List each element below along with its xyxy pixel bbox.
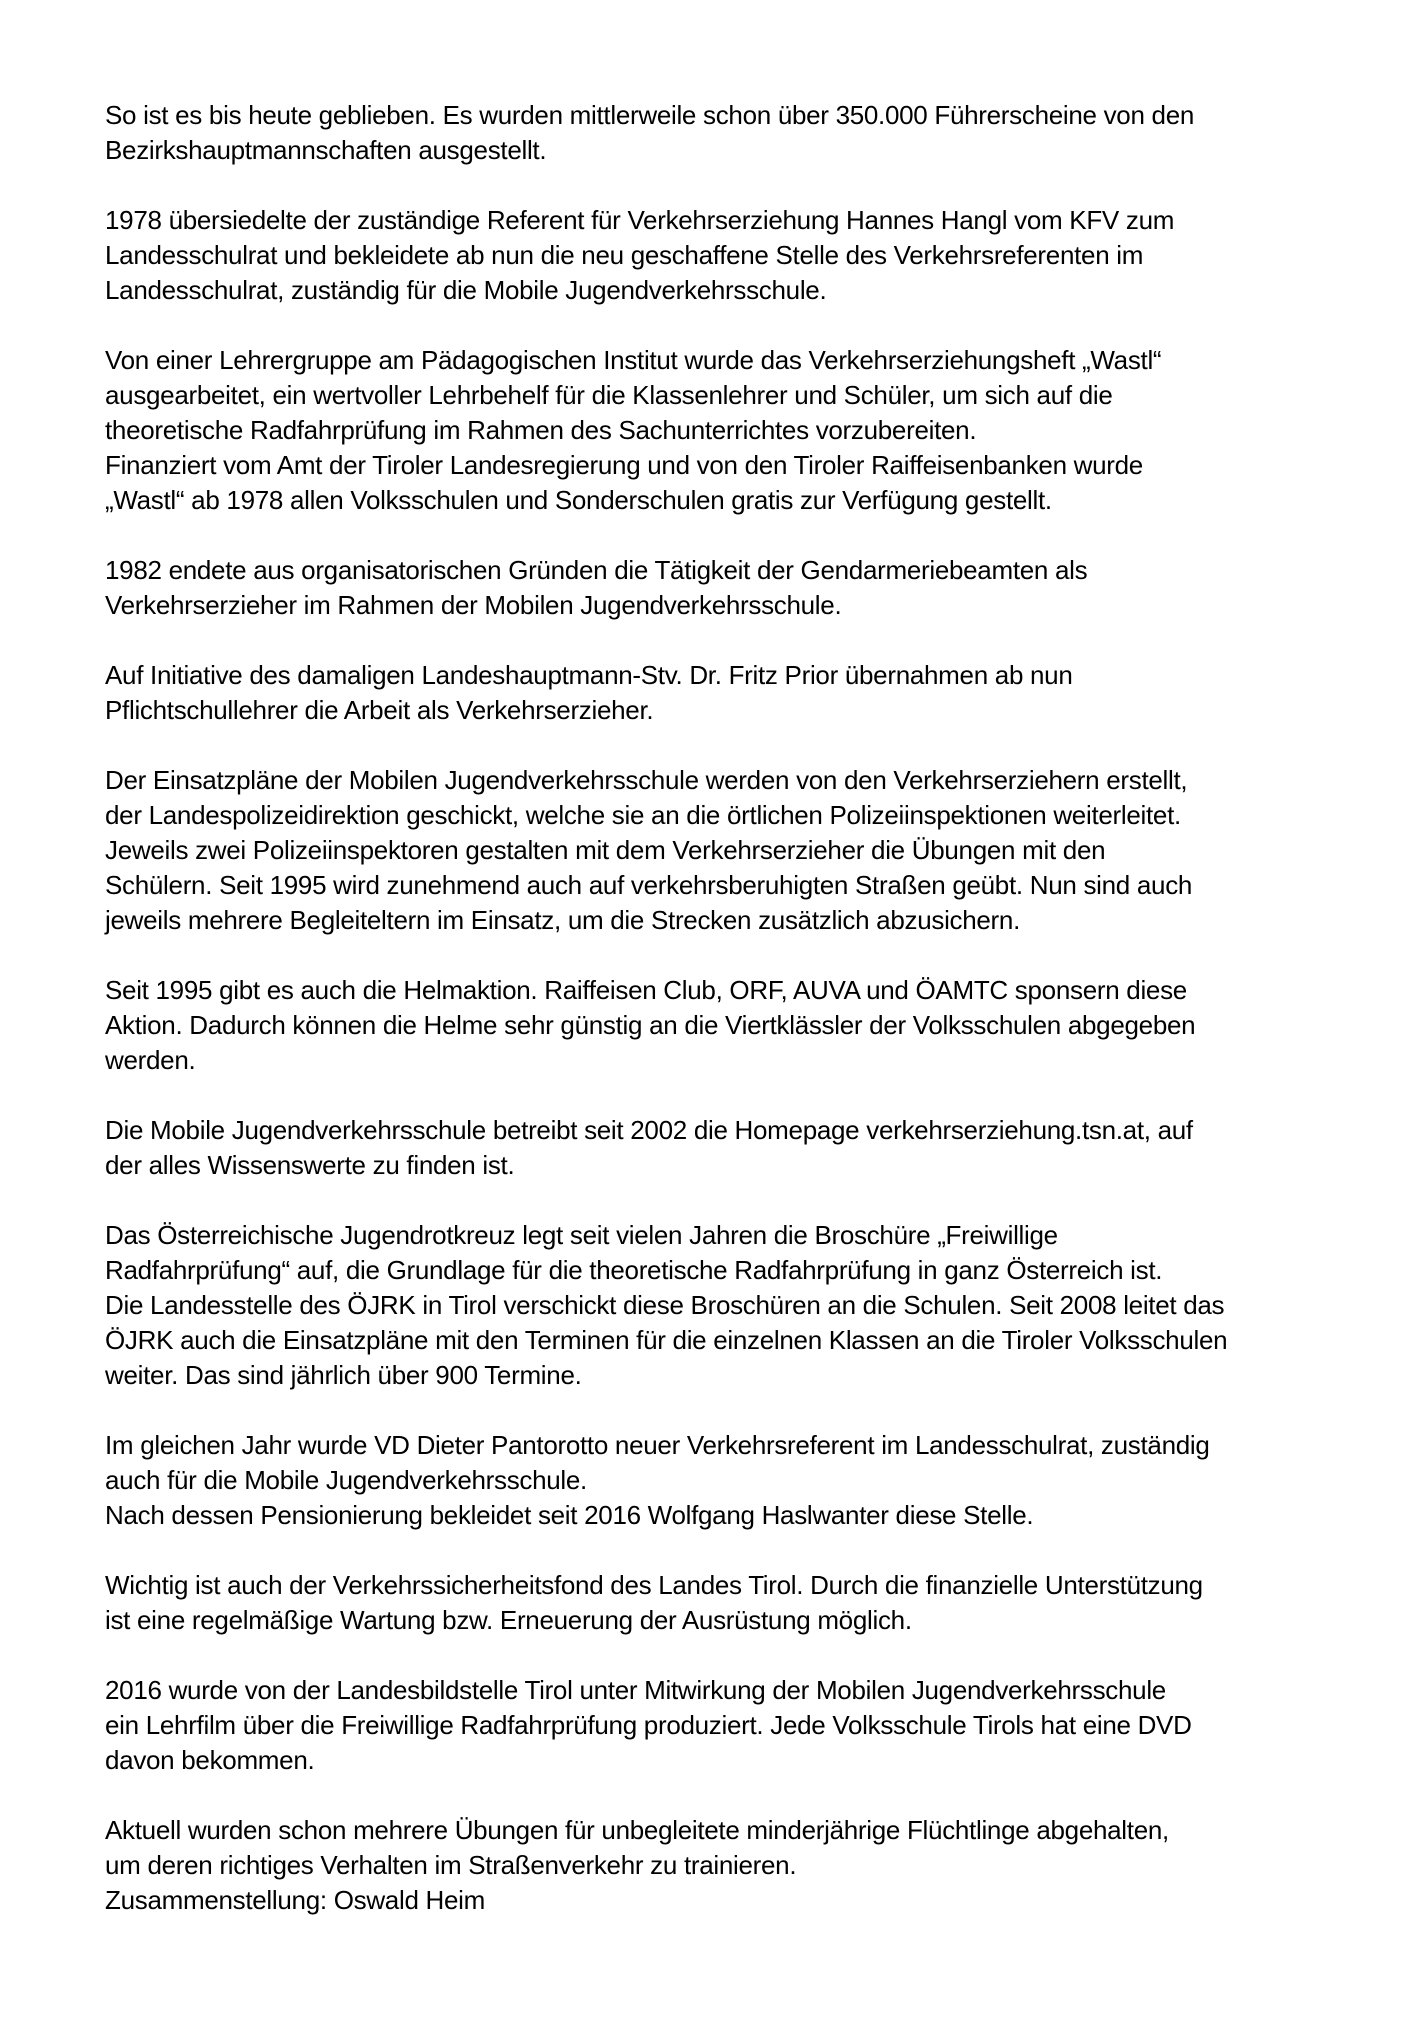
text-line: Die Landesstelle des ÖJRK in Tirol verschickt diese Broschüren an die Schulen. Seit 2008 leitet das <box>105 1290 1225 1320</box>
paragraph <box>105 658 1368 728</box>
text-line: Aktion. Dadurch können die Helme sehr günstig an die Viertklässler der Volksschulen abgegeben <box>105 1010 1196 1040</box>
text-line: 1982 endete aus organisatorischen Gründen die Tätigkeit der Gendarmeriebeamten als <box>105 555 1088 585</box>
text-line: Zusammenstellung: Oswald Heim <box>105 1885 485 1915</box>
text-line: Auf Initiative des damaligen Landeshauptmann-Stv. Dr. Fritz Prior übernahmen ab nun <box>105 660 1073 690</box>
text-line: werden. <box>105 1045 196 1075</box>
text-line: Die Mobile Jugendverkehrsschule betreibt seit 2002 die Homepage verkehrserziehung.tsn.at, auf <box>105 1115 1193 1145</box>
text-line: auch für die Mobile Jugendverkehrsschule. <box>105 1465 587 1495</box>
text-line: Das Österreichische Jugendrotkreuz legt seit vielen Jahren die Broschüre „Freiwillige <box>105 1220 1058 1250</box>
text-line: Finanziert vom Amt der Tiroler Landesregierung und von den Tiroler Raiffeisenbanken wurde <box>105 450 1143 480</box>
text-line: Pflichtschullehrer die Arbeit als Verkehrserzieher. <box>105 695 654 725</box>
text-line: davon bekommen. <box>105 1745 315 1775</box>
text-line: weiter. Das sind jährlich über 900 Termine. <box>105 1360 582 1390</box>
paragraph <box>105 763 1368 938</box>
paragraph <box>105 343 1368 518</box>
paragraph <box>105 203 1368 308</box>
text-line: ausgearbeitet, ein wertvoller Lehrbehelf für die Klassenlehrer und Schüler, um sich auf die <box>105 380 1113 410</box>
paragraph <box>105 1428 1368 1533</box>
text-line: Schülern. Seit 1995 wird zunehmend auch auf verkehrsberuhigten Straßen geübt. Nun sind auch <box>105 870 1193 900</box>
text-line: 1978 übersiedelte der zuständige Referent für Verkehrserziehung Hannes Hangl vom KFV zum <box>105 205 1175 235</box>
paragraph <box>105 973 1368 1078</box>
text-line: Jeweils zwei Polizeiinspektoren gestalten mit dem Verkehrserzieher die Übungen mit den <box>105 835 1106 865</box>
text-line: Landesschulrat und bekleidete ab nun die neu geschaffene Stelle des Verkehrsreferenten im <box>105 240 1144 270</box>
paragraph <box>105 1813 1368 1918</box>
text-line: Im gleichen Jahr wurde VD Dieter Pantorotto neuer Verkehrsreferent im Landesschulrat, zuständig <box>105 1430 1210 1460</box>
paragraph <box>105 1568 1368 1638</box>
text-line: um deren richtiges Verhalten im Straßenverkehr zu trainieren. <box>105 1850 797 1880</box>
document-body <box>105 98 1368 1918</box>
text-line: Bezirkshauptmannschaften ausgestellt. <box>105 135 547 165</box>
text-line: Der Einsatzpläne der Mobilen Jugendverkehrsschule werden von den Verkehrserziehern erstellt, <box>105 765 1188 795</box>
text-line: Seit 1995 gibt es auch die Helmaktion. Raiffeisen Club, ORF, AUVA und ÖAMTC sponsern diese <box>105 975 1187 1005</box>
paragraph <box>105 1218 1368 1393</box>
text-line: Landesschulrat, zuständig für die Mobile Jugendverkehrsschule. <box>105 275 827 305</box>
text-line: Radfahrprüfung“ auf, die Grundlage für die theoretische Radfahrprüfung in ganz Österreich ist. <box>105 1255 1163 1285</box>
text-line: ÖJRK auch die Einsatzpläne mit den Terminen für die einzelnen Klassen an die Tiroler Volksschulen <box>105 1325 1228 1355</box>
text-line: Verkehrserzieher im Rahmen der Mobilen Jugendverkehrsschule. <box>105 590 842 620</box>
text-line: Aktuell wurden schon mehrere Übungen für unbegleitete minderjährige Flüchtlinge abgehalten, <box>105 1815 1169 1845</box>
text-line: jeweils mehrere Begleiteltern im Einsatz, um die Strecken zusätzlich abzusichern. <box>105 905 1021 935</box>
text-line: der Landespolizeidirektion geschickt, welche sie an die örtlichen Polizeiinspektionen weiterleitet. <box>105 800 1181 830</box>
text-line: So ist es bis heute geblieben. Es wurden mittlerweile schon über 350.000 Führerscheine von den <box>105 100 1195 130</box>
text-line: „Wastl“ ab 1978 allen Volksschulen und Sonderschulen gratis zur Verfügung gestellt. <box>105 485 1052 515</box>
text-line: 2016 wurde von der Landesbildstelle Tirol unter Mitwirkung der Mobilen Jugendverkehrsschule <box>105 1675 1166 1705</box>
text-line: Nach dessen Pensionierung bekleidet seit 2016 Wolfgang Haslwanter diese Stelle. <box>105 1500 1034 1530</box>
text-line: theoretische Radfahrprüfung im Rahmen des Sachunterrichtes vorzubereiten. <box>105 415 977 445</box>
text-line: der alles Wissenswerte zu finden ist. <box>105 1150 515 1180</box>
paragraph <box>105 553 1368 623</box>
text-line: Wichtig ist auch der Verkehrssicherheitsfond des Landes Tirol. Durch die finanzielle Unterstützung <box>105 1570 1203 1600</box>
text-line: Von einer Lehrergruppe am Pädagogischen Institut wurde das Verkehrserziehungsheft „Wastl“ <box>105 345 1162 375</box>
paragraph <box>105 1113 1368 1183</box>
text-line: ein Lehrfilm über die Freiwillige Radfahrprüfung produziert. Jede Volksschule Tirols hat eine DVD <box>105 1710 1192 1740</box>
text-line: ist eine regelmäßige Wartung bzw. Erneuerung der Ausrüstung möglich. <box>105 1605 912 1635</box>
paragraph <box>105 1673 1368 1778</box>
paragraph <box>105 98 1368 168</box>
